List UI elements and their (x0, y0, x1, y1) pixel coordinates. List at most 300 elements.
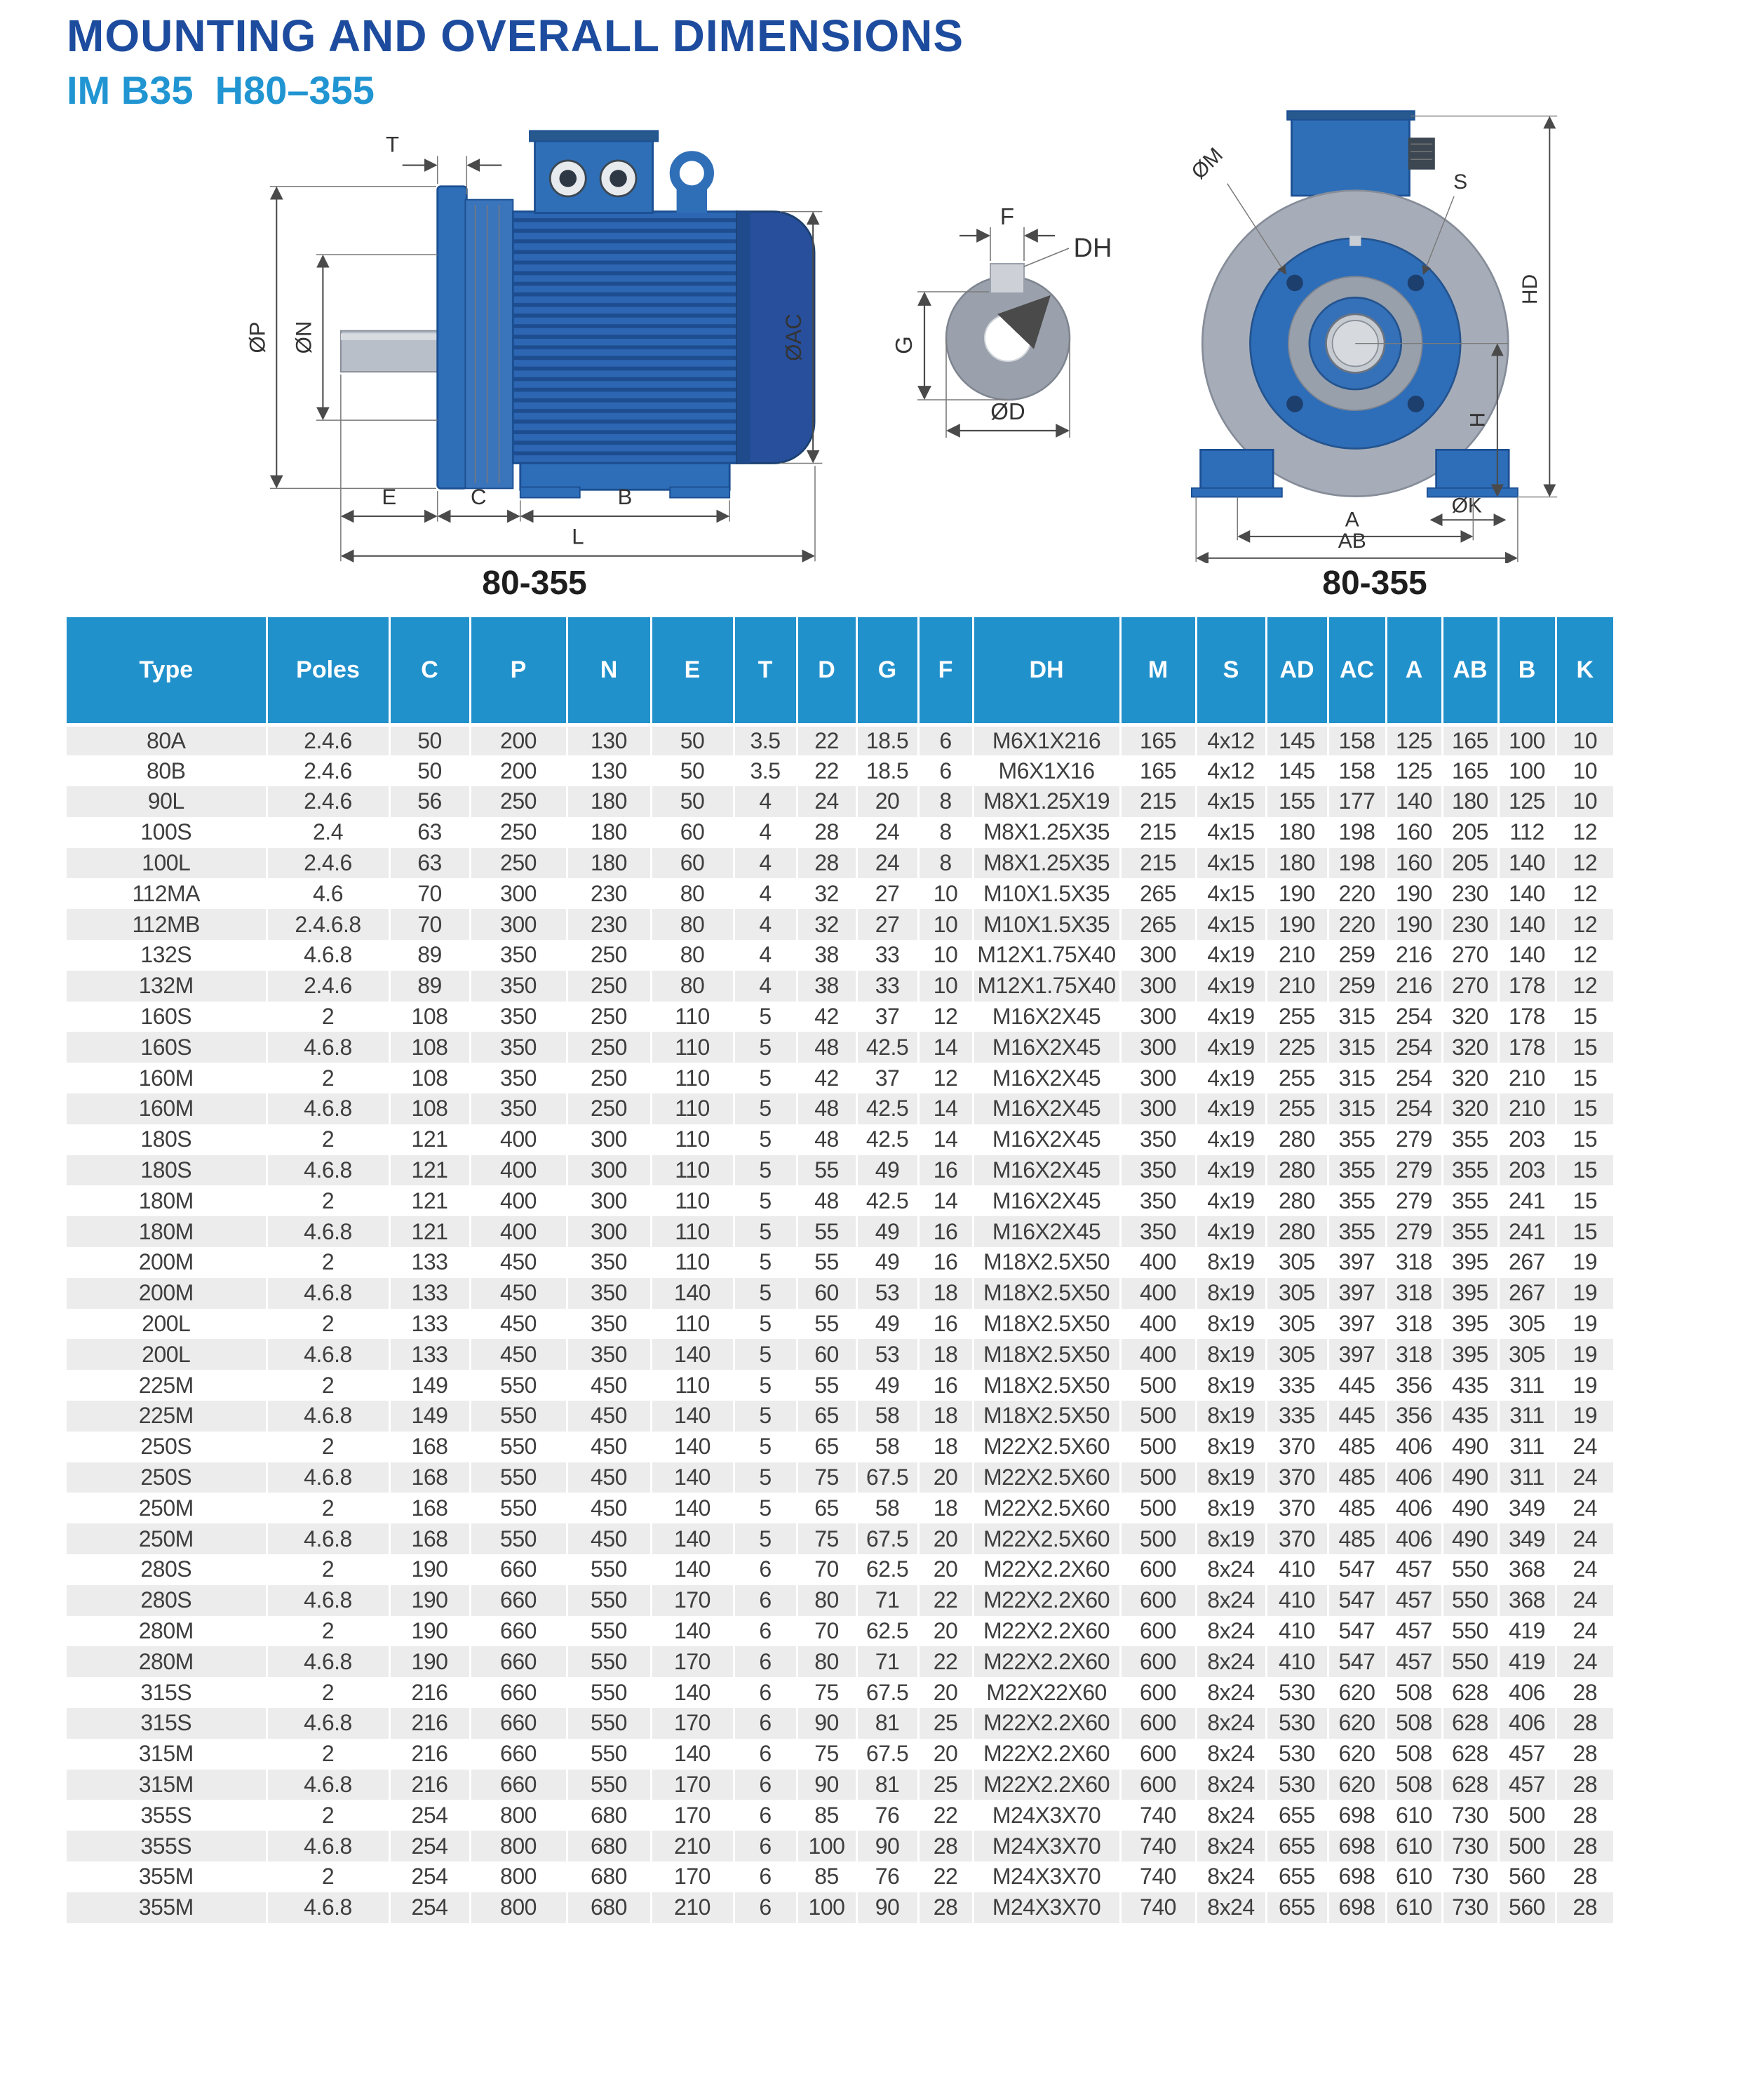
table-cell: 225 (1266, 1032, 1328, 1063)
table-cell: 2 (267, 1185, 389, 1216)
table-cell: 628 (1442, 1708, 1498, 1739)
table-row (67, 1800, 1613, 1831)
table-cell: 58 (856, 1493, 918, 1523)
table-cell: 27 (856, 909, 918, 940)
table-cell: 6 (734, 1800, 797, 1831)
table-cell: 215 (1120, 786, 1196, 817)
table-cell: 18 (918, 1432, 973, 1462)
table-cell: 25 (918, 1708, 973, 1739)
table-cell: 410 (1266, 1646, 1328, 1677)
table-cell: 250 (567, 1002, 651, 1032)
motor-side-view-drawing (231, 112, 828, 576)
table-cell: 67.5 (856, 1462, 918, 1493)
table-cell: M16X2X45 (973, 1185, 1120, 1216)
table-cell: 125 (1386, 755, 1442, 786)
table-cell: 10 (918, 909, 973, 940)
table-cell: 149 (389, 1401, 470, 1432)
table-cell: 28 (1556, 1677, 1613, 1708)
table-cell: 259 (1328, 971, 1386, 1002)
table-cell: 15 (1556, 1063, 1613, 1093)
dim-label-k: ØK (1451, 494, 1482, 518)
table-cell: M18X2.5X50 (973, 1309, 1120, 1340)
table-cell: 160 (1386, 817, 1442, 848)
table-row (67, 1063, 1613, 1093)
table-cell: 12 (1556, 909, 1613, 940)
table-cell: 3.5 (734, 725, 797, 756)
table-cell: 112MB (132, 911, 200, 937)
table-cell: 180S (140, 1157, 192, 1183)
table-cell: 280 (1266, 1216, 1328, 1247)
table-cell: 270 (1442, 940, 1498, 971)
table-cell: 349 (1498, 1523, 1556, 1554)
table-cell: 198 (1328, 817, 1386, 848)
table-cell: 28 (1556, 1892, 1613, 1923)
motor-front-body (1192, 111, 1518, 497)
table-cell: M16X2X45 (973, 1093, 1120, 1124)
table-cell: 628 (1442, 1770, 1498, 1800)
table-cell: 71 (856, 1585, 918, 1616)
table-cell: 210 (1498, 1093, 1556, 1124)
table-cell: 67.5 (856, 1677, 918, 1708)
table-cell: 100 (797, 1892, 856, 1923)
table-cell: 70 (389, 878, 470, 909)
table-cell: 550 (470, 1523, 567, 1554)
table-cell: 445 (1328, 1401, 1386, 1432)
table-cell: 12 (1556, 971, 1613, 1002)
table-cell: 4x15 (1196, 848, 1266, 879)
table-cell: 160 (1386, 848, 1442, 879)
table-cell: 547 (1328, 1616, 1386, 1647)
table-cell: 110 (651, 1185, 734, 1216)
table-cell: 33 (856, 940, 918, 971)
table-cell: 18 (918, 1339, 973, 1370)
table-cell: 406 (1386, 1462, 1442, 1493)
table-cell: 15 (1556, 1185, 1613, 1216)
table-cell: 660 (470, 1616, 567, 1647)
table-cell: 22 (918, 1585, 973, 1616)
table-cell: 160S (140, 1004, 192, 1030)
table-cell: 406 (1386, 1523, 1442, 1554)
dim-label-l: L (572, 524, 584, 549)
table-cell: 80 (797, 1646, 856, 1677)
table-cell: 350 (470, 1002, 567, 1032)
table-cell: 140 (651, 1493, 734, 1523)
table-cell: 140 (1498, 878, 1556, 909)
table-cell: 42.5 (856, 1032, 918, 1063)
table-cell: 315 (1328, 1002, 1386, 1032)
table-cell: 100 (1498, 725, 1556, 756)
table-cell: 20 (918, 1554, 973, 1585)
table-cell: 500 (1498, 1831, 1556, 1861)
table-cell: 4x19 (1196, 971, 1266, 1002)
table-cell: 200M (138, 1249, 194, 1275)
table-cell: 19 (1556, 1370, 1613, 1401)
table-cell: M24X3X70 (973, 1892, 1120, 1923)
table-cell: 350 (470, 1093, 567, 1124)
table-cell: 600 (1120, 1770, 1196, 1800)
table-cell: 140 (1386, 786, 1442, 817)
table-cell: 22 (797, 755, 856, 786)
table-cell: 4x15 (1196, 786, 1266, 817)
table-cell: 355M (138, 1864, 194, 1890)
table-cell: 311 (1498, 1370, 1556, 1401)
table-cell: 800 (470, 1831, 567, 1861)
table-cell: 18 (918, 1401, 973, 1432)
table-cell: 53 (856, 1339, 918, 1370)
table-cell: 100 (1498, 755, 1556, 786)
table-cell: 406 (1386, 1432, 1442, 1462)
table-cell: M18X2.5X50 (973, 1339, 1120, 1370)
table-cell: 158 (1328, 755, 1386, 786)
table-cell: 4 (734, 817, 797, 848)
table-cell: M22X22X60 (973, 1677, 1120, 1708)
table-cell: 740 (1120, 1800, 1196, 1831)
page-title: MOUNTING AND OVERALL DIMENSIONS (67, 11, 964, 61)
table-cell: 8 (918, 817, 973, 848)
table-cell: 108 (389, 1093, 470, 1124)
table-cell: 15 (1556, 1002, 1613, 1032)
table-cell: 300 (1120, 1093, 1196, 1124)
table-cell: 28 (1556, 1800, 1613, 1831)
table-cell: 8x24 (1196, 1739, 1266, 1770)
table-cell: 8 (918, 848, 973, 879)
table-cell: 395 (1442, 1339, 1498, 1370)
table-cell: 8x24 (1196, 1646, 1266, 1677)
table-row (67, 1185, 1613, 1216)
table-cell: 680 (567, 1892, 651, 1923)
table-cell: 620 (1328, 1708, 1386, 1739)
table-cell: 28 (1556, 1739, 1613, 1770)
table-cell: 698 (1328, 1831, 1386, 1861)
table-cell: 800 (470, 1892, 567, 1923)
table-cell: 628 (1442, 1739, 1498, 1770)
table-cell: 610 (1386, 1800, 1442, 1831)
table-row (67, 1892, 1613, 1923)
table-cell: 350 (567, 1309, 651, 1340)
table-cell: 254 (1386, 1063, 1442, 1093)
table-cell: 445 (1328, 1370, 1386, 1401)
table-cell: 22 (918, 1861, 973, 1892)
table-cell: 4.6.8 (267, 1831, 389, 1861)
table-cell: 400 (470, 1124, 567, 1155)
table-cell: 2 (267, 1861, 389, 1892)
table-cell: 265 (1120, 909, 1196, 940)
table-cell: 190 (1386, 909, 1442, 940)
table-cell: 55 (797, 1370, 856, 1401)
table-cell: 170 (651, 1646, 734, 1677)
column-header-ab: AB (1442, 617, 1498, 725)
table-cell: 225M (138, 1372, 194, 1398)
table-cell: 140 (651, 1462, 734, 1493)
table-cell: 19 (1556, 1339, 1613, 1370)
table-cell: 90 (856, 1831, 918, 1861)
table-cell: 14 (918, 1032, 973, 1063)
table-cell: 200 (470, 725, 567, 756)
table-cell: 15 (1556, 1216, 1613, 1247)
table-cell: 63 (389, 848, 470, 879)
table-cell: 4.6.8 (267, 1770, 389, 1800)
table-row (67, 1462, 1613, 1493)
table-cell: 4x19 (1196, 1032, 1266, 1063)
table-cell: 2 (267, 1677, 389, 1708)
table-cell: 4 (734, 786, 797, 817)
table-cell: 90 (797, 1770, 856, 1800)
table-cell: 250 (470, 817, 567, 848)
table-cell: M24X3X70 (973, 1831, 1120, 1861)
table-row (67, 755, 1613, 786)
table-cell: 14 (918, 1185, 973, 1216)
table-row (67, 1247, 1613, 1278)
table-cell: 250 (567, 1063, 651, 1093)
table-cell: 356 (1386, 1370, 1442, 1401)
table-cell: 350 (1120, 1155, 1196, 1186)
table-cell: 4.6.8 (267, 1892, 389, 1923)
table-cell: 5 (734, 1462, 797, 1493)
table-cell: 397 (1328, 1278, 1386, 1309)
table-cell: 14 (918, 1093, 973, 1124)
table-cell: 300 (1120, 1063, 1196, 1093)
table-cell: 550 (470, 1432, 567, 1462)
table-cell: 80 (651, 971, 734, 1002)
table-cell: 205 (1442, 817, 1498, 848)
table-row (67, 1646, 1613, 1677)
table-cell: 155 (1266, 786, 1328, 817)
column-header-g: G (856, 617, 918, 725)
table-cell: 170 (651, 1800, 734, 1831)
table-cell: 406 (1498, 1708, 1556, 1739)
table-header-row (67, 617, 1613, 725)
column-header-m: M (1120, 617, 1196, 725)
table-cell: 168 (389, 1462, 470, 1493)
table-cell: 4.6.8 (267, 1401, 389, 1432)
table-cell: 6 (734, 1861, 797, 1892)
table-row (67, 1278, 1613, 1309)
table-cell: 300 (470, 909, 567, 940)
table-cell: 740 (1120, 1831, 1196, 1861)
table-cell: 80A (147, 728, 186, 754)
table-cell: 730 (1442, 1861, 1498, 1892)
table-cell: 8x24 (1196, 1831, 1266, 1861)
table-cell: 210 (651, 1892, 734, 1923)
table-cell: 550 (567, 1677, 651, 1708)
table-cell: 140 (651, 1554, 734, 1585)
table-cell: 8x24 (1196, 1585, 1266, 1616)
table-cell: 50 (389, 725, 470, 756)
table-cell: 50 (651, 725, 734, 756)
table-cell: 300 (1120, 971, 1196, 1002)
table-cell: 85 (797, 1800, 856, 1831)
table-cell: 4.6 (267, 878, 389, 909)
table-cell: 42 (797, 1002, 856, 1032)
motor-front-view-drawing (1161, 98, 1582, 563)
table-cell: 355 (1442, 1216, 1498, 1247)
table-cell: 24 (1556, 1493, 1613, 1523)
table-cell: 8x24 (1196, 1800, 1266, 1831)
table-cell: 450 (470, 1309, 567, 1340)
table-cell: 250S (140, 1434, 192, 1460)
table-cell: 198 (1328, 848, 1386, 879)
table-cell: 400 (1120, 1247, 1196, 1278)
table-cell: 550 (567, 1739, 651, 1770)
table-cell: 318 (1386, 1247, 1442, 1278)
table-cell: 140 (651, 1278, 734, 1309)
table-cell: 5 (734, 1432, 797, 1462)
table-cell: 60 (797, 1278, 856, 1309)
table-cell: 655 (1266, 1831, 1328, 1861)
table-cell: 395 (1442, 1247, 1498, 1278)
table-cell: M16X2X45 (973, 1032, 1120, 1063)
table-cell: 485 (1328, 1493, 1386, 1523)
table-cell: 267 (1498, 1278, 1556, 1309)
table-cell: 698 (1328, 1800, 1386, 1831)
table-row (67, 1432, 1613, 1462)
flange-bolt-hole-icon (1408, 396, 1425, 412)
column-header-b: B (1498, 617, 1556, 725)
table-row (67, 940, 1613, 971)
table-cell: 2 (267, 1063, 389, 1093)
table-cell: 530 (1266, 1677, 1328, 1708)
table-cell: 216 (389, 1739, 470, 1770)
table-cell: 370 (1266, 1523, 1328, 1554)
table-cell: 660 (470, 1646, 567, 1677)
table-cell: 280 (1266, 1185, 1328, 1216)
table-cell: 24 (856, 817, 918, 848)
column-header-p: P (470, 617, 567, 725)
table-cell: 355 (1328, 1185, 1386, 1216)
table-cell: M18X2.5X50 (973, 1370, 1120, 1401)
table-cell: 2.4 (267, 817, 389, 848)
table-cell: 210 (1266, 940, 1328, 971)
table-cell: 55 (797, 1216, 856, 1247)
table-cell: 250M (138, 1495, 194, 1521)
table-cell: 730 (1442, 1892, 1498, 1923)
table-cell: 419 (1498, 1616, 1556, 1647)
table-cell: 315M (138, 1741, 194, 1767)
table-cell: 5 (734, 1401, 797, 1432)
table-cell: 305 (1498, 1339, 1556, 1370)
table-cell: 2.4.6 (267, 786, 389, 817)
dim-label-ac: ØAC (781, 314, 807, 361)
table-cell: 8x24 (1196, 1708, 1266, 1739)
table-cell: 18 (918, 1493, 973, 1523)
table-cell: 58 (856, 1432, 918, 1462)
table-cell: 12 (918, 1063, 973, 1093)
table-cell: 265 (1120, 878, 1196, 909)
table-cell: M22X2.2X60 (973, 1616, 1120, 1647)
table-cell: 160M (138, 1096, 194, 1122)
table-cell: 4x19 (1196, 1124, 1266, 1155)
table-cell: 600 (1120, 1646, 1196, 1677)
table-cell: 318 (1386, 1309, 1442, 1340)
table-cell: 397 (1328, 1339, 1386, 1370)
table-cell: 500 (1120, 1493, 1196, 1523)
table-cell: 680 (567, 1831, 651, 1861)
table-cell: 70 (389, 909, 470, 940)
table-cell: 4x12 (1196, 725, 1266, 756)
table-row (67, 1616, 1613, 1647)
table-cell: 2 (267, 1493, 389, 1523)
table-cell: M22X2.2X60 (973, 1770, 1120, 1800)
table-cell: 145 (1266, 755, 1328, 786)
table-cell: 490 (1442, 1432, 1498, 1462)
column-header-type: Type (67, 617, 267, 725)
table-cell: 355 (1328, 1155, 1386, 1186)
table-cell: 8x24 (1196, 1677, 1266, 1708)
table-row (67, 1708, 1613, 1739)
table-row (67, 1770, 1613, 1800)
table-cell: 280S (140, 1587, 192, 1613)
table-cell: 610 (1386, 1892, 1442, 1923)
table-cell: 4.6.8 (267, 1339, 389, 1370)
motor-side-body (341, 130, 814, 497)
table-cell: 730 (1442, 1800, 1498, 1831)
table-cell: 6 (918, 755, 973, 786)
dim-label-c: C (471, 485, 487, 510)
table-cell: 2.4.6 (267, 755, 389, 786)
table-cell: 63 (389, 817, 470, 848)
table-cell: 24 (1556, 1616, 1613, 1647)
table-cell: 10 (1556, 725, 1613, 756)
table-cell: 140 (651, 1339, 734, 1370)
table-cell: 350 (470, 1063, 567, 1093)
table-cell: 42.5 (856, 1185, 918, 1216)
dim-label-n: ØN (291, 321, 316, 354)
table-cell: 315 (1328, 1093, 1386, 1124)
table-row (67, 725, 1613, 756)
dimensions-table (67, 617, 1613, 1923)
table-cell: 20 (918, 1677, 973, 1708)
table-cell: 20 (856, 786, 918, 817)
table-cell: 254 (1386, 1032, 1442, 1063)
table-cell: 279 (1386, 1155, 1442, 1186)
table-cell: 125 (1498, 786, 1556, 817)
table-cell: 450 (567, 1401, 651, 1432)
table-cell: 2 (267, 1800, 389, 1831)
table-row (67, 786, 1613, 817)
table-cell: 550 (567, 1616, 651, 1647)
table-cell: 320 (1442, 1093, 1498, 1124)
table-cell: M16X2X45 (973, 1063, 1120, 1093)
table-cell: 350 (470, 940, 567, 971)
table-cell: 2 (267, 1370, 389, 1401)
table-cell: 28 (797, 848, 856, 879)
table-cell: 450 (470, 1339, 567, 1370)
table-row (67, 1585, 1613, 1616)
table-cell: M24X3X70 (973, 1800, 1120, 1831)
table-cell: 300 (567, 1216, 651, 1247)
table-cell: 620 (1328, 1770, 1386, 1800)
table-cell: 4x15 (1196, 817, 1266, 848)
table-cell: 190 (1386, 878, 1442, 909)
table-cell: 190 (389, 1646, 470, 1677)
table-cell: 19 (1556, 1401, 1613, 1432)
table-cell: 90 (856, 1892, 918, 1923)
table-cell: 8x19 (1196, 1401, 1266, 1432)
table-cell: 42 (797, 1063, 856, 1093)
table-cell: 110 (651, 1155, 734, 1186)
table-cell: 490 (1442, 1493, 1498, 1523)
table-cell: 628 (1442, 1677, 1498, 1708)
table-cell: 18.5 (856, 755, 918, 786)
table-cell: 80 (797, 1585, 856, 1616)
table-cell: 6 (734, 1554, 797, 1585)
table-cell: 15 (1556, 1124, 1613, 1155)
table-cell: 18 (918, 1278, 973, 1309)
table-cell: 89 (389, 940, 470, 971)
table-cell: 60 (797, 1339, 856, 1370)
table-cell: 28 (1556, 1770, 1613, 1800)
table-cell: 435 (1442, 1370, 1498, 1401)
